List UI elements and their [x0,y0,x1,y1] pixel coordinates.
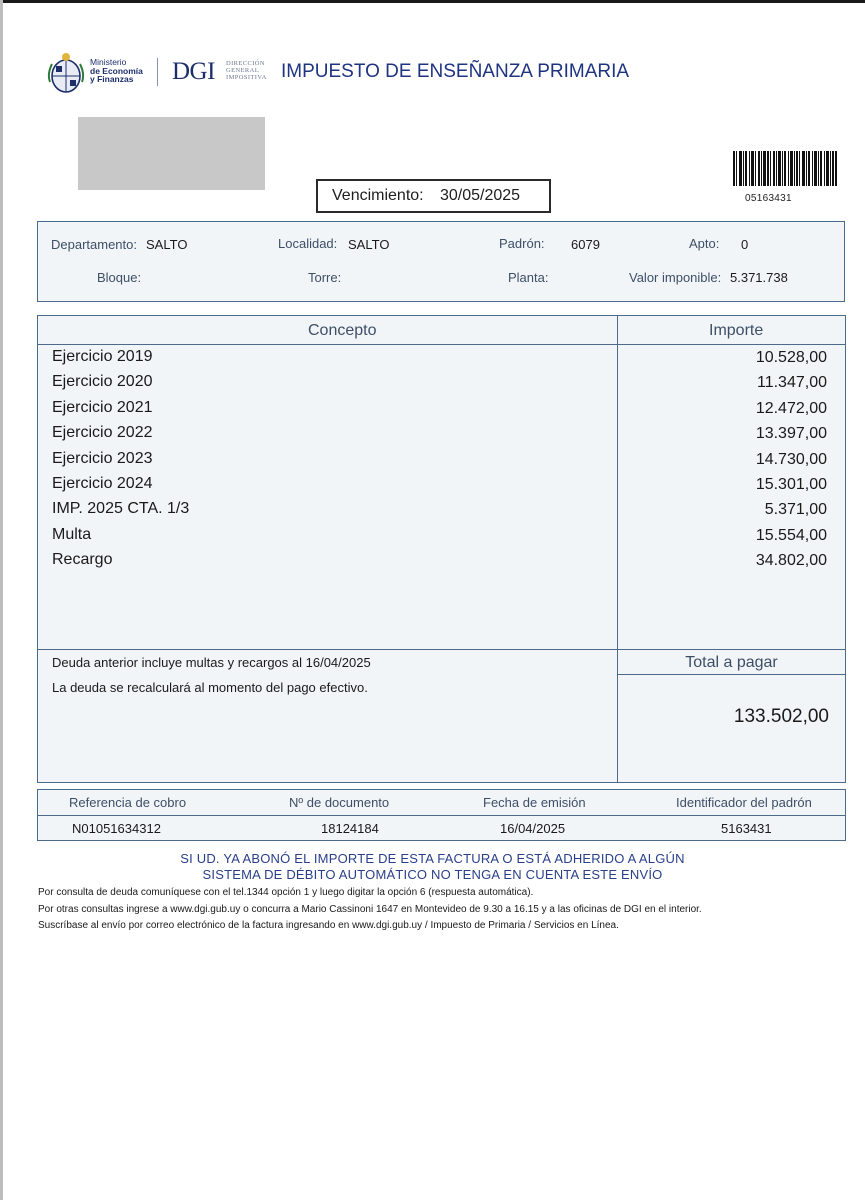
table-header-divider [38,344,845,345]
due-date-label: Vencimiento: [332,187,424,204]
document-number-label: Nº de documento [289,795,390,810]
document-title: IMPUESTO DE ENSEÑANZA PRIMARIA [281,61,630,82]
departamento-label: Departamento: [51,237,137,252]
payment-reference-box [37,789,846,841]
document-number-value: 18124184 [321,821,379,836]
row-amount: 15.301,00 [755,475,827,493]
total-divider [618,674,845,675]
apto-value: 0 [741,237,749,252]
valor-imponible-label: Valor imponible: [629,270,722,285]
row-concept: Ejercicio 2023 [52,449,153,467]
row-concept: Recargo [52,551,113,569]
debit-notice-line1: SI UD. YA ABONÓ EL IMPORTE DE ESTA FACTURA O ESTÁ ADHERIDO A ALGÚN [180,851,685,866]
table-rows [38,348,845,577]
row-concept: IMP. 2025 CTA. 1/3 [52,500,190,518]
row-concept: Multa [52,525,92,543]
localidad-label: Localidad: [278,236,338,251]
row-concept: Ejercicio 2020 [52,373,153,391]
table-row [38,475,845,500]
phone-info: Por consulta de deuda comuníquese con el tel.1344 opción 1 y luego digitar la opción 6 (respuesta automática). [38,887,534,898]
padron-id-label: Identificador del padrón [676,795,812,810]
row-amount: 10.528,00 [755,349,827,366]
row-amount: 12.472,00 [755,399,827,417]
concept-column-header: Concepto [308,322,377,339]
torre-label: Torre: [308,270,342,285]
table-row [38,551,845,576]
due-date-value: 30/05/2025 [440,187,521,204]
left-border [0,0,3,1200]
planta-label: Planta: [508,270,549,285]
row-concept: Ejercicio 2021 [52,398,153,416]
logo-divider [157,58,158,86]
amount-column-header: Importe [709,322,764,339]
padron-value: 6079 [571,237,600,252]
row-amount: 11.347,00 [757,374,827,392]
office-info: Por otras consultas ingrese a www.dgi.gub.uy o concurra a Mario Cassinoni 1647 en Montevideo de 9.30 a 16.15 y a las oficinas de DGI en el interior. [38,904,702,915]
bloque-label: Bloque: [97,270,142,285]
dgi-logo-subtitle: DIRECCIÓN GENERAL IMPOSITIVA [226,60,267,81]
issue-date-label: Fecha de emisión [483,795,586,810]
debt-note: Deuda anterior incluye multas y recargos al 16/04/2025 [52,655,371,670]
padron-id-value: 5163431 [721,821,772,836]
table-row [38,373,845,398]
table-row [38,526,845,551]
reference-label: Referencia de cobro [69,795,187,810]
email-subscription-info: Suscríbase al envío por correo electrónico de la factura ingresando en www.dgi.gub.uy / Impuesto de Primaria / Servicios en Línea. [38,920,619,931]
table-row [38,348,845,373]
top-border [0,0,865,3]
localidad-value: SALTO [348,237,390,252]
table-row [38,450,845,475]
table-row [38,424,845,449]
reference-divider [38,815,845,816]
coat-of-arms-icon [46,52,86,94]
row-amount: 15.554,00 [755,526,827,544]
recalculation-note: La deuda se recalculará al momento del pago efectivo. [52,680,368,695]
row-amount: 34.802,00 [755,552,827,570]
concept-table [37,315,846,783]
table-notes-divider [38,649,845,650]
barcode-icon [733,151,837,186]
row-amount: 13.397,00 [755,425,827,443]
valor-imponible-value: 5.371.738 [730,270,788,285]
issue-date-value: 16/04/2025 [500,821,566,836]
property-info-box [37,221,845,302]
debit-notice-line2: SISTEMA DE DÉBITO AUTOMÁTICO NO TENGA EN CUENTA ESTE ENVÍO [202,867,663,882]
padron-label: Padrón: [499,236,545,251]
row-concept: Ejercicio 2019 [52,348,153,365]
dgi-logo: DGI [172,58,215,85]
table-row [38,500,845,525]
row-concept: Ejercicio 2022 [52,424,153,442]
total-label: Total a pagar [685,654,778,671]
apto-label: Apto: [689,236,720,251]
reference-value: N01051634312 [72,821,161,836]
barcode-number: 05163431 [745,193,792,204]
redacted-address-block [78,117,265,190]
table-row [38,399,845,424]
departamento-value: SALTO [146,237,188,252]
row-amount: 14.730,00 [755,450,827,468]
ministry-logo-text: Ministerio de Economía y Finanzas [90,57,143,84]
row-amount: 5.371,00 [764,501,827,519]
total-amount: 133.502,00 [733,706,829,727]
row-concept: Ejercicio 2024 [52,474,153,492]
due-date-box [316,179,551,213]
